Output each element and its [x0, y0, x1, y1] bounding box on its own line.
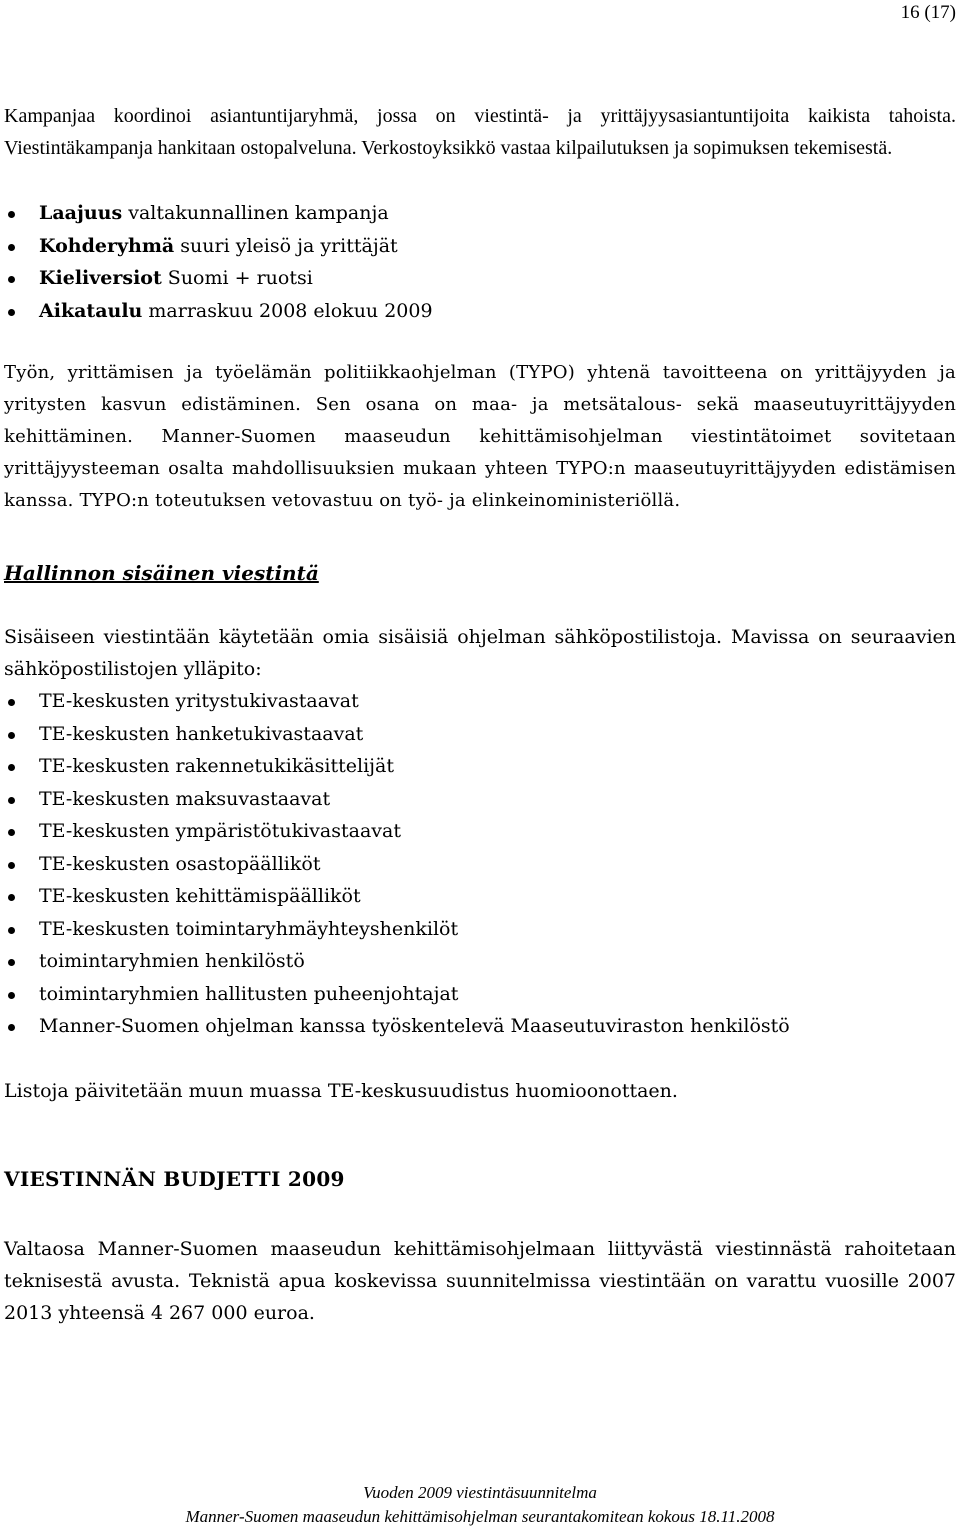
list-item-label: toimintaryhmien hallitusten puheenjohtajat — [39, 982, 459, 1005]
list-item-label: TE-keskusten kehittämispäälliköt — [39, 885, 361, 907]
internal-paragraph: Sisäiseen viestintään käytetään omia sisäisiä ohjelman sähköpostilistoja. Mavissa on seuraavien sähköpostilistojen ylläpito: — [4, 626, 956, 680]
bullet-icon — [8, 244, 15, 251]
fact-value: suuri yleisö ja yrittäjät — [174, 234, 398, 257]
list-item-label: TE-keskusten osastopäälliköt — [39, 852, 321, 875]
fact-label: Aikataulu — [39, 299, 143, 322]
list-item — [4, 230, 956, 263]
campaign-facts-list — [4, 197, 956, 327]
budget-paragraph: Valtaosa Manner-Suomen maaseudun kehittämisohjelmaan liittyvästä viestinnästä rahoitetaan teknisestä avusta. Teknistä apua koskevissa suunnitelmissa viestintään on varattu vuosille 2007 2013 yhteensä 4 267 000 euroa. — [4, 1237, 956, 1324]
list-item — [4, 815, 956, 848]
list-item-label: TE-keskusten hanketukivastaavat — [39, 722, 364, 745]
footer-meeting: Manner-Suomen maaseudun kehittämisohjelman seurantakomitean kokous 18.11.2008 — [185, 1507, 775, 1526]
list-item — [4, 783, 956, 816]
bullet-icon — [8, 276, 15, 283]
footer-title: Vuoden 2009 viestintäsuunnitelma — [363, 1483, 597, 1502]
list-item — [4, 197, 956, 230]
fact-value: valtakunnallinen kampanja — [122, 202, 389, 224]
document-body — [4, 100, 956, 1329]
page-footer — [0, 1481, 960, 1529]
mailing-lists-list — [4, 685, 956, 1043]
bullet-icon — [8, 829, 15, 836]
bullet-icon — [8, 959, 15, 966]
list-item — [4, 718, 956, 751]
fact-label: Kohderyhmä — [39, 234, 175, 257]
list-item-label: Manner-Suomen ohjelman kanssa työskentelevä Maaseutuviraston henkilöstö — [39, 1015, 790, 1037]
list-item-label: TE-keskusten ympäristötukivastaavat — [39, 820, 401, 842]
list-item — [4, 262, 956, 295]
bullet-icon — [8, 894, 15, 901]
bullet-icon — [8, 732, 15, 739]
lists-update-note: Listoja päivitetään muun muassa TE-keskusuudistus huomioonottaen. — [4, 1079, 678, 1102]
fact-value: Suomi + ruotsi — [161, 267, 313, 289]
fact-value: marraskuu 2008 elokuu 2009 — [142, 299, 433, 322]
section-heading-budget: VIESTINNÄN BUDJETTI 2009 — [4, 1166, 345, 1191]
typo-sentence-2: Sen osana on maa- ja metsätalous- sekä maaseutuyrittäjyyden kehittäminen. — [4, 394, 956, 447]
list-item — [4, 978, 956, 1011]
bullet-icon — [8, 862, 15, 869]
bullet-icon — [8, 992, 15, 999]
list-item — [4, 685, 956, 718]
intro-paragraph: Kampanjaa koordinoi asiantuntijaryhmä, jossa on viestintä- ja yrittäjyysasiantuntijoita kaikista tahoista. Viestintäkampanja hankitaan ostopalveluna. Verkostoyksikkö vastaa kilpailutuksen ja sopimuksen tekemisestä. — [4, 105, 956, 159]
list-item — [4, 295, 956, 328]
fact-label: Kieliversiot — [39, 267, 162, 289]
typo-sentence-3: Manner-Suomen maaseudun kehittämisohjelman viestintätoimet sovitetaan yrittäjyysteeman osalta mahdollisuuksien mukaan yhteen TYPO:n maaseutuyrittäjyyden edistämisen kanssa. TYPO:n toteutuksen vetovastuu on työ- ja elinkeinoministeriöllä. — [4, 426, 956, 511]
list-item — [4, 945, 956, 978]
typo-sentence-1: Työn, yrittämisen ja työelämän politiikkaohjelman (TYPO) yhtenä tavoitteena on yrittäjyyden ja yritysten kasvun edistäminen. — [4, 362, 956, 415]
list-item-label: TE-keskusten toimintaryhmäyhteyshenkilöt — [39, 917, 459, 940]
bullet-icon — [8, 309, 15, 316]
bullet-icon — [8, 927, 15, 934]
bullet-icon — [8, 211, 15, 218]
list-item — [4, 913, 956, 946]
list-item-label: TE-keskusten maksuvastaavat — [39, 787, 331, 810]
list-item — [4, 848, 956, 881]
list-item-label: TE-keskusten rakennetukikäsittelijät — [39, 755, 395, 777]
list-item-label: TE-keskusten yritystukivastaavat — [39, 690, 359, 712]
page-number: 16 (17) — [900, 2, 956, 23]
bullet-icon — [8, 1024, 15, 1031]
list-item — [4, 880, 956, 913]
bullet-icon — [8, 699, 15, 706]
typo-paragraph — [4, 357, 956, 517]
list-item — [4, 750, 956, 783]
list-item — [4, 1010, 956, 1043]
bullet-icon — [8, 764, 15, 771]
section-heading-internal: Hallinnon sisäinen viestintä — [4, 561, 319, 585]
list-item-label: toimintaryhmien henkilöstö — [39, 950, 305, 972]
fact-label: Laajuus — [39, 202, 123, 224]
bullet-icon — [8, 797, 15, 804]
